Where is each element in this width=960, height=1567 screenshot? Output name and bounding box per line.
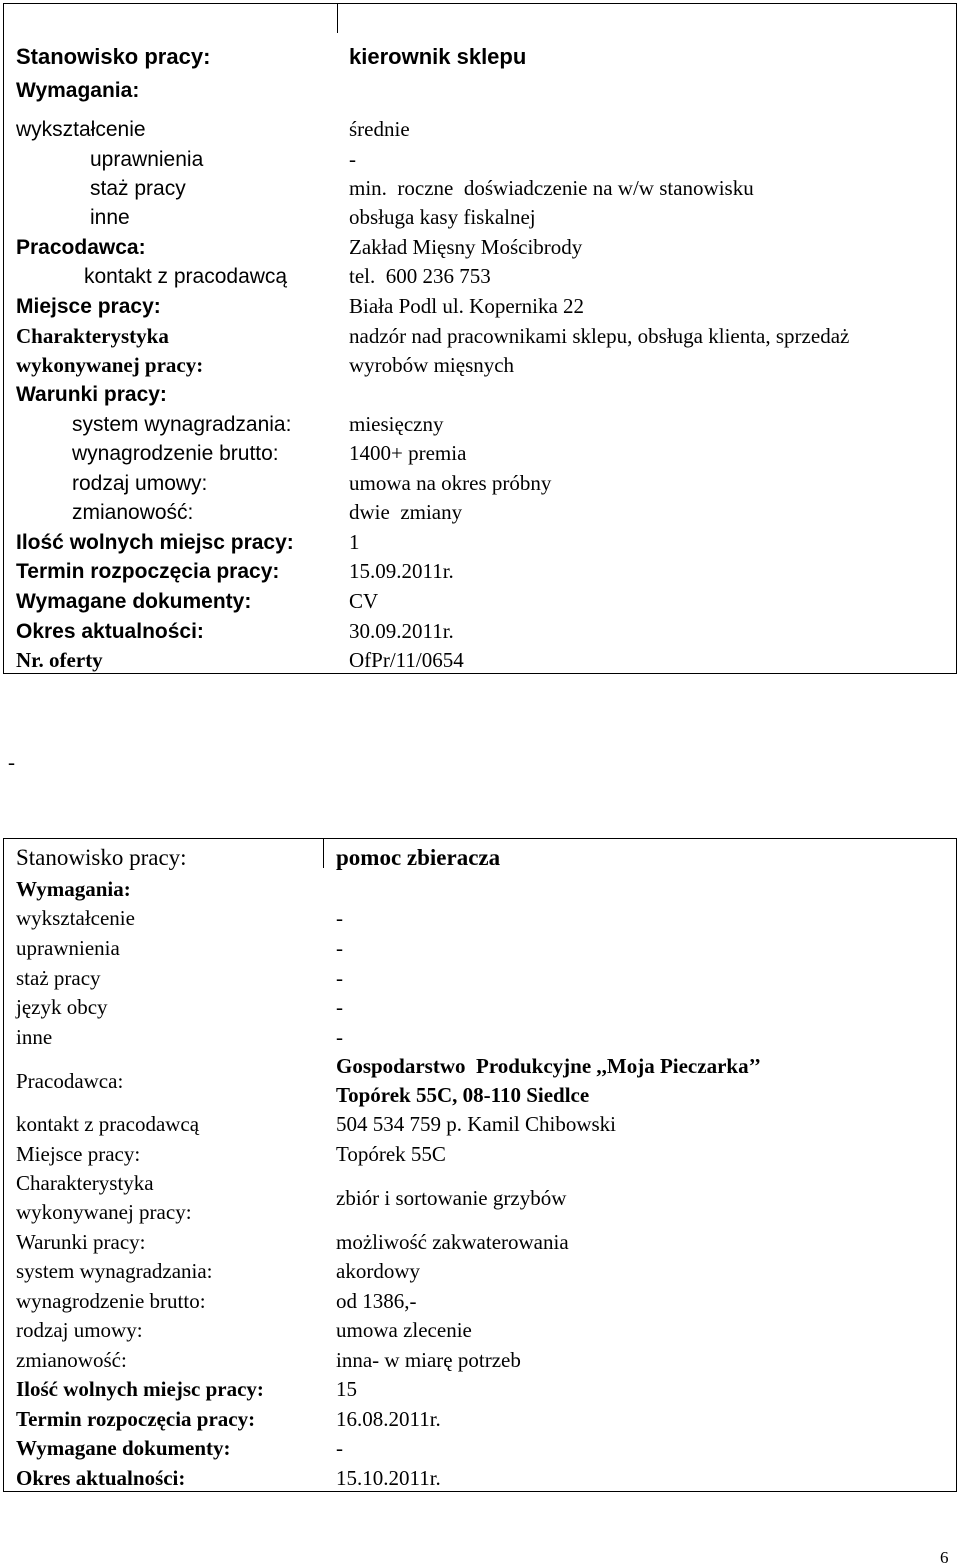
offer-2-position-value: pomoc zbieracza	[336, 845, 501, 870]
offer-2-documents-value: -	[336, 1436, 343, 1460]
offer-2-workplace-label: Miejsce pracy:	[16, 1142, 141, 1166]
offer-2-shifts-label: zmianowość:	[16, 1348, 127, 1372]
offer-2-employer-value-2: Topórek 55C, 08-110 Siedlce	[336, 1083, 590, 1107]
offer-2-position-label: Stanowisko pracy:	[16, 845, 187, 870]
offer-1-description-label-1: Charakterystyka	[16, 324, 169, 348]
offer-1-position-value: kierownik sklepu	[349, 44, 527, 69]
offer-1-vacancies-label: Ilość wolnych miejsc pracy:	[16, 531, 294, 554]
offer-1-description-value-1: nadzór nad pracownikami sklepu, obsługa klienta, sprzedaż	[349, 324, 850, 348]
page-number: 6	[940, 1548, 949, 1567]
offer-2-employer-label: Pracodawca:	[16, 1069, 124, 1093]
offer-1-licenses-value: -	[349, 147, 356, 171]
offer-2-start-label: Termin rozpoczęcia pracy:	[16, 1407, 256, 1431]
offer-1-validity-value: 30.09.2011r.	[349, 619, 454, 643]
offer-2-workplace-value: Topórek 55C	[336, 1142, 446, 1166]
offer-1-other-label: inne	[90, 206, 130, 229]
offer-1-employer-label: Pracodawca:	[16, 236, 146, 259]
separator-dash: -	[8, 750, 15, 774]
offer-2-gross-pay-value: od 1386,-	[336, 1289, 417, 1313]
offer-2-validity-label: Okres aktualności:	[16, 1466, 186, 1490]
offer-1-offer-number-label: Nr. oferty	[16, 648, 103, 672]
offer-2-description-label-1: Charakterystyka	[16, 1171, 154, 1195]
offer-2-contract-label: rodzaj umowy:	[16, 1318, 143, 1342]
offer-1-vacancies-value: 1	[349, 530, 360, 554]
offer-2-conditions-value: możliwość zakwaterowania	[336, 1230, 569, 1254]
offer-1-documents-label: Wymagane dokumenty:	[16, 590, 252, 613]
offer-2-other-value: -	[336, 1025, 343, 1049]
offer-2-gross-pay-label: wynagrodzenie brutto:	[16, 1289, 206, 1313]
offer-2-contact-label: kontakt z pracodawcą	[16, 1112, 200, 1136]
offer-1-column-divider	[337, 3, 338, 33]
offer-1-contact-value: tel. 600 236 753	[349, 264, 491, 288]
offer-1-employer-value: Zakład Mięsny Mościbrody	[349, 235, 583, 259]
offer-1-workplace-label: Miejsce pracy:	[16, 295, 161, 318]
offer-2-validity-value: 15.10.2011r.	[336, 1466, 441, 1490]
offer-1-shifts-value: dwie zmiany	[349, 500, 463, 524]
offer-1-pay-system-label: system wynagradzania:	[72, 413, 292, 436]
offer-2-conditions-label: Warunki pracy:	[16, 1230, 146, 1254]
offer-2-language-label: język obcy	[16, 995, 108, 1019]
offer-1-start-label: Termin rozpoczęcia pracy:	[16, 560, 280, 583]
offer-2-requirements-label: Wymagania:	[16, 877, 131, 901]
offer-1-position-label: Stanowisko pracy:	[16, 44, 211, 69]
offer-2-experience-value: -	[336, 966, 343, 990]
offer-2-documents-label: Wymagane dokumenty:	[16, 1436, 231, 1460]
offer-1-education-value: średnie	[349, 117, 410, 141]
offer-1-experience-label: staż pracy	[90, 177, 186, 200]
offer-2-pay-system-label: system wynagradzania:	[16, 1259, 213, 1283]
offer-1-licenses-label: uprawnienia	[90, 148, 204, 171]
offer-2-contact-value: 504 534 759 p. Kamil Chibowski	[336, 1112, 617, 1136]
offer-2-column-divider	[323, 838, 324, 868]
offer-1-shifts-label: zmianowość:	[72, 501, 194, 524]
offer-2-shifts-value: inna- w miarę potrzeb	[336, 1348, 521, 1372]
offer-2-vacancies-value: 15	[336, 1377, 357, 1401]
offer-1-requirements-label: Wymagania:	[16, 79, 140, 102]
offer-1-experience-value: min. roczne doświadczenie na w/w stanowisku	[349, 176, 754, 200]
offer-2-experience-label: staż pracy	[16, 966, 101, 990]
offer-2-education-value: -	[336, 906, 343, 930]
offer-2-education-label: wykształcenie	[16, 906, 135, 930]
offer-1-education-label: wykształcenie	[16, 118, 146, 141]
offer-1-gross-pay-label: wynagrodzenie brutto:	[72, 442, 279, 465]
offer-1-gross-pay-value: 1400+ premia	[349, 441, 467, 465]
offer-2-contract-value: umowa zlecenie	[336, 1318, 472, 1342]
offer-1-pay-system-value: miesięczny	[349, 412, 444, 436]
offer-2-start-value: 16.08.2011r.	[336, 1407, 441, 1431]
offer-1-offer-number-value: OfPr/11/0654	[349, 648, 464, 672]
offer-1-start-value: 15.09.2011r.	[349, 559, 454, 583]
offer-2-description-label-2: wykonywanej pracy:	[16, 1200, 192, 1224]
offer-1-other-value: obsługa kasy fiskalnej	[349, 205, 536, 229]
offer-1-documents-value: CV	[349, 589, 379, 613]
offer-2-language-value: -	[336, 995, 343, 1019]
offer-1-contract-value: umowa na okres próbny	[349, 471, 552, 495]
offer-2-licenses-value: -	[336, 936, 343, 960]
offer-2-description-value: zbiór i sortowanie grzybów	[336, 1186, 567, 1210]
offer-2-licenses-label: uprawnienia	[16, 936, 120, 960]
offer-2-other-label: inne	[16, 1025, 53, 1049]
offer-1-contact-label: kontakt z pracodawcą	[84, 265, 288, 288]
offer-1-validity-label: Okres aktualności:	[16, 620, 204, 643]
offer-2-employer-value-1: Gospodarstwo Produkcyjne ,,Moja Pieczarka’’	[336, 1054, 762, 1078]
offer-2-vacancies-label: Ilość wolnych miejsc pracy:	[16, 1377, 264, 1401]
offer-1-description-value-2: wyrobów mięsnych	[349, 353, 515, 377]
offer-1-conditions-label: Warunki pracy:	[16, 383, 167, 406]
offer-1-description-label-2: wykonywanej pracy:	[16, 353, 204, 377]
offer-1-workplace-value: Biała Podl ul. Kopernika 22	[349, 294, 585, 318]
offer-2-pay-system-value: akordowy	[336, 1259, 420, 1283]
offer-1-contract-label: rodzaj umowy:	[72, 472, 208, 495]
